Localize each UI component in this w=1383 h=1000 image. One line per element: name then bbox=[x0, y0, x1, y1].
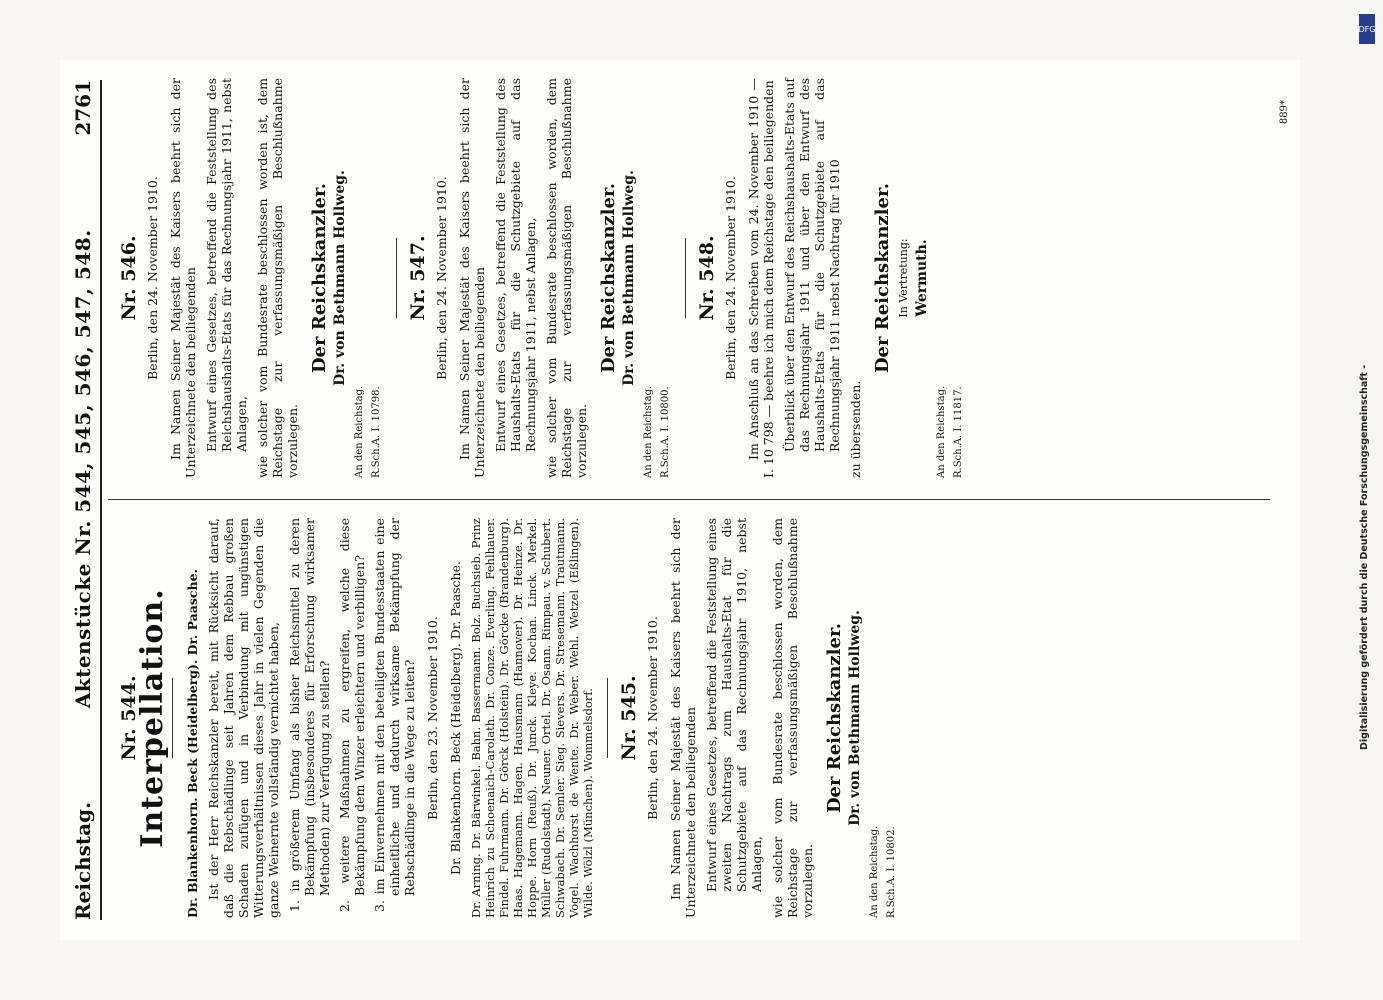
doc-544-signers: Dr. Blankenhorn. Beck (Heidelberg). Dr. Paasche. bbox=[448, 561, 463, 875]
doc-544-authors: Dr. Blankenhorn. Beck (Heidelberg). Dr. Paasche. bbox=[185, 569, 200, 918]
right-column bbox=[108, 78, 968, 478]
doc-546-reference: R.Sch.A. I. 10798. bbox=[371, 386, 382, 478]
separator-rule bbox=[685, 238, 686, 318]
doc-546-date: Berlin, den 24. November 1910. bbox=[145, 176, 160, 380]
scanned-page bbox=[60, 60, 1300, 940]
page-header bbox=[68, 80, 98, 920]
credit-text: Digitalisierung gefördert durch die Deutsche Forschungsgemeinschaft - bbox=[1359, 364, 1370, 750]
doc-546-addressee: An den Reichstag. bbox=[354, 385, 365, 478]
doc-548-number: Nr. 548. bbox=[696, 235, 718, 321]
page-number: 2761 bbox=[71, 80, 95, 136]
header-rule bbox=[100, 80, 102, 920]
doc-545-signature-name: Dr. von Bethmann Hollweg. bbox=[847, 610, 863, 826]
doc-546-signature-name: Dr. von Bethmann Hollweg. bbox=[332, 170, 348, 386]
doc-544-number: Nr. 544. bbox=[118, 675, 140, 761]
doc-545-subject: Entwurf eines Gesetzes, betreffend die Feststellung eines zweiten Nachtrags zum Haushalts-Etat für die Schutzgebiete auf das Rechnungsjahr 1910, nebst Anlagen, bbox=[704, 518, 764, 892]
doc-544-item-2: 2. weitere Maßnahmen zu ergreifen, welche diese Bekämpfung dem Winzer erleichtern und verbilligen? bbox=[337, 518, 367, 912]
doc-548-subject: Überblick über den Entwurf des Reichshaushalts-Etats auf das Rechnungsjahr 1911 und über den Entwurf des Haushalts-Etats für die Schutzgebiete auf das Rechnungsjahr 1911 nebst Nachtrag für 1910 bbox=[782, 78, 842, 452]
doc-547-reference: R.Sch.A. I. 10800. bbox=[660, 386, 671, 478]
title-rule bbox=[172, 678, 173, 758]
doc-545-addressee: An den Reichstag. bbox=[869, 825, 880, 918]
doc-546-number: Nr. 546. bbox=[118, 235, 140, 321]
doc-544-item-1: 1. in größerem Umfang als bisher Reichsmittel zu deren Bekämpfung (insbesonderes für Erforschung wirksamer Methoden) zur Verfügung zu stellen? bbox=[287, 518, 332, 912]
doc-547-closing: wie solcher vom Bundesrate beschlossen worden, dem Reichstage zur verfassungsmäßigen Beschlußnahme vorzulegen. bbox=[544, 78, 589, 478]
rotated-page-content bbox=[60, 60, 1300, 940]
doc-545-signature-title: Der Reichskanzler. bbox=[824, 622, 845, 814]
doc-546-subject: Entwurf eines Gesetzes, betreffend die Feststellung des Reichshaushalts-Etats für das Rechnungsjahr 1911, nebst Anlagen, bbox=[204, 78, 249, 452]
doc-545-closing: wie solcher vom Bundesrate beschlossen worden, dem Reichstage zur verfassungsmäßigen Beschlußnahme vorzulegen. bbox=[770, 518, 815, 918]
doc-548-signature-name: Wermuth. bbox=[914, 239, 930, 317]
separator-rule bbox=[607, 678, 608, 758]
doc-546-signature-title: Der Reichskanzler. bbox=[309, 182, 330, 374]
doc-544-item-3: 3. im Einvernehmen mit den beteiligten Bundesstaaten eine einheitliche und dadurch wirksame Bekämpfung der Rebschädlinge in die Wege zu leiten? bbox=[372, 518, 417, 912]
doc-547-date: Berlin, den 24. November 1910. bbox=[434, 176, 449, 380]
doc-547-intro: Im Namen Seiner Majestät des Kaisers beehrt sich der Unterzeichnete den beiliegenden bbox=[457, 78, 487, 478]
doc-545-number: Nr. 545. bbox=[618, 675, 640, 761]
doc-548-intro: Im Anschluß an das Schreiben vom 24. November 1910 — I. 10 798 — beehre ich mich dem Reichstage den beiliegenden bbox=[746, 78, 776, 478]
doc-548-signature-title: Der Reichskanzler. bbox=[872, 182, 893, 374]
doc-544-supporters: Dr. Arning. Dr. Bärwinkel. Bahn. Bassermann. Bolz. Buchsieb. Prinz Heinrich zu Schoenaich-Carolath. Dr. Conze. Everling. Fehlhauer. Findel. Fuhrmann. Dr. Görck (Holstein). Dr. Görcke (Brandenburg). Haas. Hagemann. Hagen. Hausmann (Hannover). Dr. Heinze. Dr. Hoppe. Horn (Reuß). Dr. Junck. Kleye. Kochan. Linck. Merkel. Müller (Rudolstadt). Neuner. Ortel. Dr. Osann. Rimpau. v. Schubert. Schwabach. Dr. Semler. Sieg. Sievers. Dr. Stresemann. Trautmann. Vogel. Wachhorst de Wente. Dr. Weber. Wehl. Wetzel (Eßlingen). Wilde. Wölzl (München). Wommelsdorf. bbox=[469, 518, 595, 918]
doc-548-reference: R.Sch.A. I. 11817. bbox=[953, 386, 964, 478]
dfg-logo: DFG bbox=[1359, 14, 1375, 44]
doc-545-intro: Im Namen Seiner Majestät des Kaisers beehrt sich der Unterzeichnete den beiliegenden bbox=[668, 518, 698, 918]
doc-547-signature-name: Dr. von Bethmann Hollweg. bbox=[621, 170, 637, 386]
doc-548-addressee: An den Reichstag. bbox=[936, 385, 947, 478]
doc-547-subject: Entwurf eines Gesetzes, betreffend die Feststellung des Haushalts-Etats für die Schutzgebiete auf das Rechnungsjahr 1911, nebst Anlagen, bbox=[493, 78, 538, 452]
left-column bbox=[108, 518, 901, 918]
doc-544-intro: Ist der Herr Reichskanzler bereit, mit Rücksicht darauf, daß die Rebschädlinge seit Jahren dem Rebbau großen Schaden zufügen und in Verbindung mit ungünstigen Witterungsverhältnissen dieses Jahr in vielen Gegenden die ganze Weinernte vollständig vernichtet haben, bbox=[206, 518, 281, 918]
sidebar-credit bbox=[1355, 10, 1375, 990]
doc-544-date: Berlin, den 23. November 1910. bbox=[425, 616, 440, 820]
doc-548-closing: zu übersenden. bbox=[848, 380, 863, 478]
doc-547-signature-title: Der Reichskanzler. bbox=[598, 182, 619, 374]
header-title: Aktenstücke Nr. 544, 545, 546, 547, 548. bbox=[71, 229, 95, 709]
footnote-mark: 889* bbox=[1279, 100, 1290, 125]
doc-548-deputy: In Vertretung: bbox=[897, 238, 910, 318]
doc-545-reference: R.Sch.A. I. 10802. bbox=[886, 826, 897, 918]
doc-544-title: Interpellation. bbox=[135, 588, 170, 848]
header-left: Reichstag. bbox=[71, 801, 95, 920]
doc-547-addressee: An den Reichstag. bbox=[643, 385, 654, 478]
column-divider bbox=[108, 499, 1270, 500]
separator-rule bbox=[396, 238, 397, 318]
doc-545-date: Berlin, den 24. November 1910. bbox=[645, 616, 660, 820]
doc-546-closing: wie solcher vom Bundesrate beschlossen worden ist, dem Reichstage zur verfassungsmäßigen Beschlußnahme vorzulegen. bbox=[255, 78, 300, 478]
doc-547-number: Nr. 547. bbox=[407, 235, 429, 321]
doc-546-intro: Im Namen Seiner Majestät des Kaisers beehrt sich der Unterzeichnete den beiliegenden bbox=[168, 78, 198, 478]
doc-548-date: Berlin, den 24. November 1910. bbox=[723, 176, 738, 380]
